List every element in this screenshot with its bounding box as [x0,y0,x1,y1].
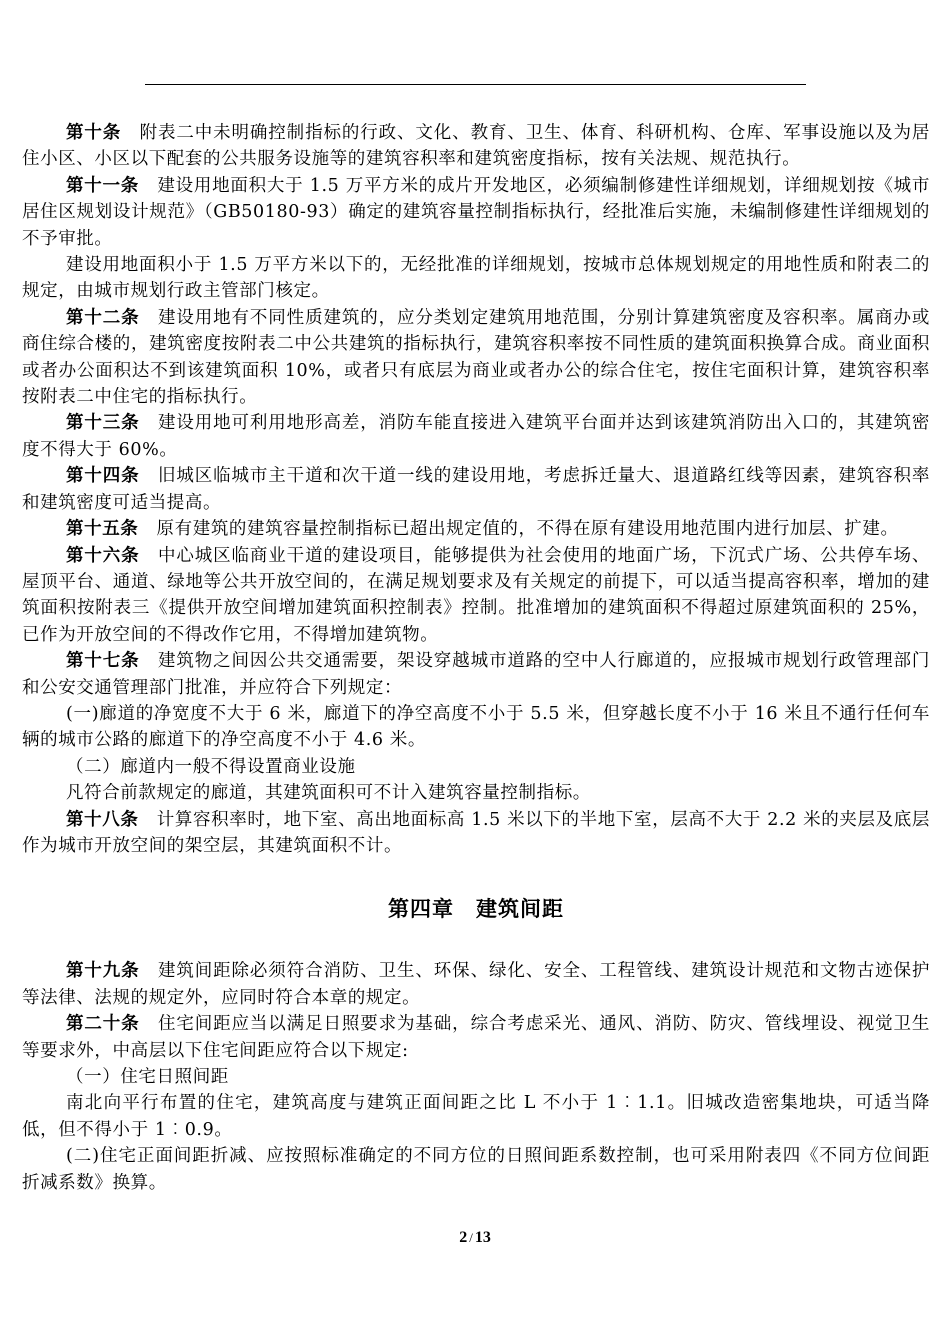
article-text: （一）住宅日照间距 [66,1067,229,1087]
article-text: 旧城区临城市主干道和次干道一线的建设用地，考虑拆迁量大、退道路红线等因素，建筑容积率和建筑密度可适当提高。 [22,466,930,513]
continuation-paragraph [22,1064,930,1090]
article-text: 住宅间距应当以满足日照要求为基础，综合考虑采光、通风、消防、防灾、管线埋设、视觉卫生等要求外，中高层以下住宅间距应符合以下规定: [22,1014,930,1061]
continuation-paragraph [22,701,930,754]
article-label: 第十九条 [66,961,140,982]
article-text: 原有建筑的建筑容量控制指标已超出规定值的，不得在原有建设用地范围内进行加层、扩建。 [156,519,899,540]
article-label: 第十条 [66,123,122,143]
article-paragraph [22,410,930,463]
article-paragraph [22,120,930,173]
article-text: 中心城区临商业干道的建设项目，能够提供为社会使用的地面广场，下沉式广场、公共停车场、屋顶平台、通道、绿地等公共开放空间的，在满足规划要求及有关规定的前提下，可以适当提高容积率，增加的建筑面积按附表三《提供开放空间增加建筑面积控制表》控制。批准增加的建筑面积不得超过原建筑面积的 25%，已作为开放空间的不得改作它用，不得增加建筑物。 [22,545,930,645]
chapter-number: 第四章 [388,897,454,922]
article-paragraph [22,305,930,411]
article-paragraph [22,807,930,860]
article-label: 第十八条 [66,809,139,830]
page-footer [0,1229,950,1247]
article-label: 第十六条 [66,545,140,566]
article-paragraph [22,173,930,252]
continuation-paragraph [22,780,930,806]
article-label: 第十二条 [66,307,140,328]
page-total: 13 [474,1229,491,1246]
article-text: （二）廊道内一般不得设置商业设施 [66,756,356,777]
continuation-paragraph [22,252,930,305]
article-text: 建筑间距除必须符合消防、卫生、环保、绿化、安全、工程管线、建筑设计规范和文物古迹保护等法律、法规的规定外，应同时符合本章的规定。 [22,961,930,1008]
continuation-paragraph [22,1143,930,1196]
article-text: 建设用地可利用地形高差，消防车能直接进入建筑平台面并达到该建筑消防出入口的，其建筑密度不得大于 60%。 [22,413,930,460]
article-paragraph [22,1011,930,1064]
article-text: 凡符合前款规定的廊道，其建筑面积可不计入建筑容量控制指标。 [66,783,591,804]
chapter-heading [22,893,930,923]
article-paragraph [22,463,930,516]
continuation-paragraph [22,1090,930,1143]
article-text: 附表二中未明确控制指标的行政、文化、教育、卫生、体育、科研机构、仓库、军事设施以及为居住小区、小区以下配套的公共服务设施等的建筑容积率和建筑密度指标，按有关法规、规范执行。 [22,123,930,170]
page-separator: / [469,1230,473,1245]
article-label: 第十七条 [66,651,140,672]
header-rule [145,84,806,85]
article-label: 第十三条 [66,413,140,434]
article-paragraph [22,648,930,701]
article-paragraph [22,958,930,1011]
article-text: 建设用地面积大于 1.5 万平方米的成片开发地区，必须编制修建性详细规划，详细规划按《城市居住区规划设计规范》（GB50180-93）确定的建筑容量控制指标执行，经批准后实施，未编制修建性详细规划的不予审批。 [22,175,931,249]
article-label: 第十五条 [66,519,139,540]
chapter-title: 建筑间距 [476,897,564,922]
article-text: 建设用地面积小于 1.5 万平方米以下的，无经批准的详细规划，按城市总体规划规定的用地性质和附表二的规定，由城市规划行政主管部门核定。 [22,255,930,302]
article-label: 第二十条 [66,1014,140,1035]
article-text: 建筑物之间因公共交通需要，架设穿越城市道路的空中人行廊道的，应报城市规划行政管理部门和公安交通管理部门批准，并应符合下列规定： [22,651,930,698]
article-text: 计算容积率时，地下室、高出地面标高 1.5 米以下的半地下室，层高不大于 2.2 米的夹层及底层作为城市开放空间的架空层，其建筑面积不计。 [22,809,930,856]
page-number: 2 [459,1229,468,1246]
articles-section-1 [22,120,930,859]
article-text: 南北向平行布置的住宅，建筑高度与建筑正面间距之比 L 不小于 1︰1.1。旧城改造密集地块，可适当降低，但不得小于 1︰0.9。 [22,1093,930,1140]
document-body [22,120,930,1196]
article-text: (一)廊道的净宽度不大于 6 米，廊道下的净空高度不小于 5.5 米，但穿越长度不小于 16 米且不通行任何车辆的城市公路的廊道下的净空高度不小于 4.6 米。 [22,703,930,751]
article-text: (二)住宅正面间距折减、应按照标准确定的不同方位的日照间距系数控制，也可采用附表四《不同方位间距折减系数》换算。 [22,1146,930,1193]
articles-section-2 [22,958,930,1196]
article-text: 建设用地有不同性质建筑的，应分类划定建筑用地范围，分别计算建筑密度及容积率。属商办或商住综合楼的，建筑密度按附表二中公共建筑的指标执行，建筑容积率按不同性质的建筑面积换算合成。商业面积或者办公面积达不到该建筑面积 10%，或者只有底层为商业或者办公的综合住宅，按住宅面积计算，建筑容积率按附表二中住宅的指标执行。 [22,307,930,408]
article-label: 第十四条 [66,466,140,487]
article-paragraph [22,516,930,542]
article-label: 第十一条 [66,175,140,196]
continuation-paragraph [22,754,930,780]
article-paragraph [22,543,930,649]
